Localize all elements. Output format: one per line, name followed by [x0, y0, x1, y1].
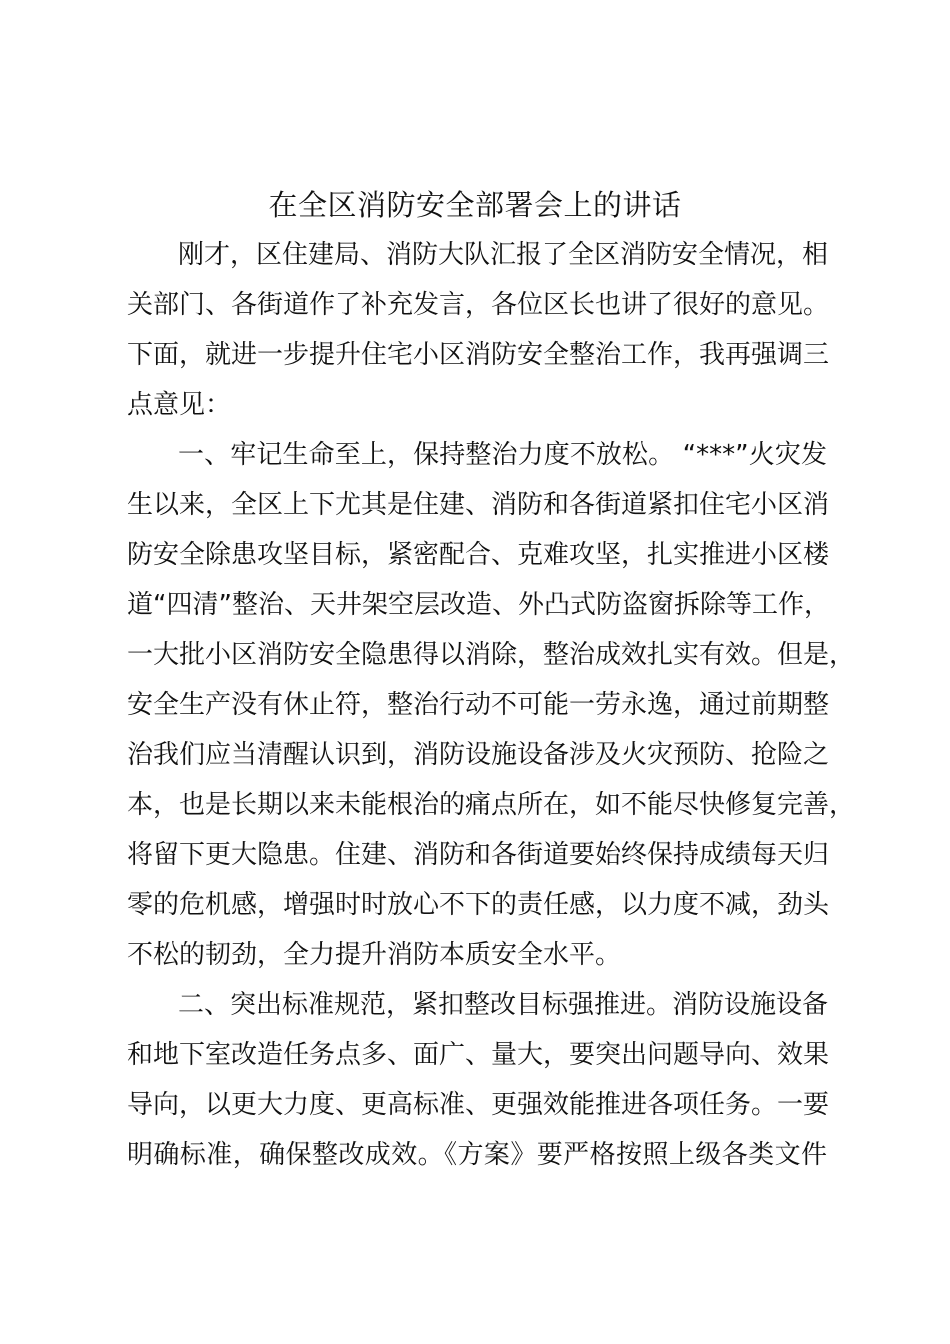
paragraph-2-line-7: 治我们应当清醒认识到，消防设施设备涉及火灾预防、抢险之: [127, 740, 830, 770]
paragraph-2-line-1: 一、牢记生命至上，保持整治力度不放松。 “***”火灾发: [178, 440, 827, 470]
paragraph-3-line-2: 和地下室改造任务点多、面广、量大，要突出问题导向、效果: [127, 1040, 830, 1070]
paragraph-1-line-2: 关部门、各街道作了补充发言，各位区长也讲了很好的意见。: [127, 290, 830, 320]
paragraph-2-line-6: 安全生产没有休止符，整治行动不可能一劳永逸，通过前期整: [127, 690, 830, 720]
paragraph-2-line-4: 道“四清”整治、天井架空层改造、外凸式防盗窗拆除等工作，: [127, 590, 830, 620]
paragraph-3-line-4: 明确标准，确保整改成效。《方案》要严格按照上级各类文件: [127, 1140, 827, 1170]
paragraph-2-line-11: 不松的韧劲，全力提升消防本质安全水平。: [127, 940, 622, 970]
paragraph-2-line-10: 零的危机感，增强时时放心不下的责任感，以力度不减，劲头: [127, 890, 830, 920]
paragraph-2-line-3: 防安全除患攻坚目标，紧密配合、克难攻坚，扎实推进小区楼: [127, 540, 830, 570]
paragraph-2-line-5: 一大批小区消防安全隐患得以消除，整治成效扎实有效。但是，: [127, 640, 856, 670]
document-title: 在全区消防安全部署会上的讲话: [268, 188, 682, 222]
paragraph-2-line-9: 将留下更大隐患。住建、消防和各街道要始终保持成绩每天归: [127, 840, 830, 870]
paragraph-1-line-3: 下面，就进一步提升住宅小区消防安全整治工作，我再强调三: [127, 340, 830, 370]
paragraph-3-line-3: 导向，以更大力度、更高标准、更强效能推进各项任务。一要: [127, 1090, 830, 1120]
paragraph-2-line-8: 本，也是长期以来未能根治的痛点所在，如不能尽快修复完善，: [127, 790, 856, 820]
paragraph-1-line-4: 点意见：: [127, 390, 232, 420]
paragraph-1-line-1: 刚才，区住建局、消防大队汇报了全区消防安全情况，相: [178, 240, 829, 270]
paragraph-3-line-1: 二、突出标准规范，紧扣整改目标强推进。消防设施设备: [178, 990, 829, 1020]
paragraph-2-line-2: 生以来，全区上下尤其是住建、消防和各街道紧扣住宅小区消: [127, 490, 830, 520]
